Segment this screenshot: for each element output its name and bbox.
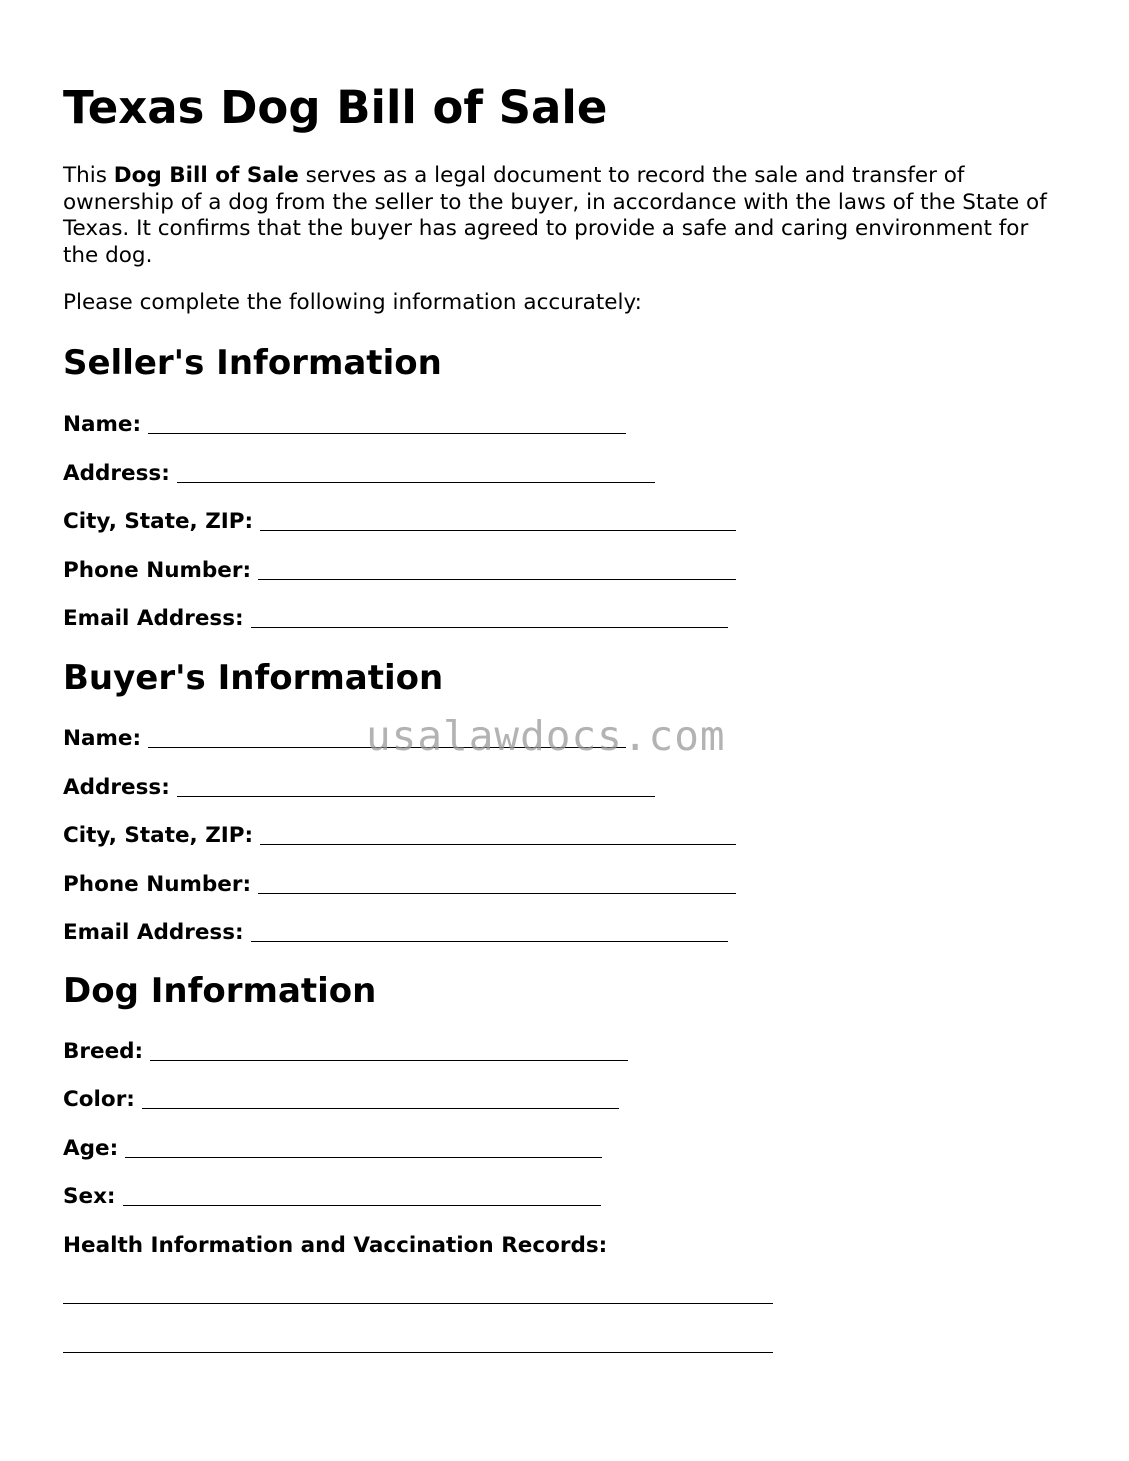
seller-address-blank[interactable] [177,482,655,483]
buyer-city-state-zip-label: City, State, ZIP: [63,823,254,848]
buyer-email-blank[interactable] [251,941,728,942]
seller-city-state-zip-blank[interactable] [260,530,736,531]
dog-age-field[interactable] [63,1132,602,1162]
buyer-name-field[interactable] [63,722,626,752]
dog-breed-label: Breed: [63,1039,144,1064]
watermark-text: usalawdocs.com [366,712,726,760]
seller-name-field[interactable] [63,408,626,438]
buyer-address-blank[interactable] [177,796,655,797]
dog-age-label: Age: [63,1136,119,1161]
seller-name-label: Name: [63,412,142,437]
seller-address-field[interactable] [63,457,655,487]
seller-name-blank[interactable] [148,433,626,434]
dog-breed-field[interactable] [63,1035,628,1065]
seller-city-state-zip-label: City, State, ZIP: [63,509,254,534]
seller-city-state-zip-field[interactable] [63,505,736,535]
buyer-email-field[interactable] [63,916,728,946]
buyer-section-heading: Buyer's Information [63,658,444,698]
dog-age-blank[interactable] [125,1157,602,1158]
buyer-phone-field[interactable] [63,868,736,898]
seller-phone-blank[interactable] [258,579,736,580]
dog-color-field[interactable] [63,1083,619,1113]
seller-email-blank[interactable] [251,627,728,628]
intro-suffix: serves as a legal document to record the sale and transfer of ownership of a dog from the seller to the buyer, in accordance with the laws of the State of Texas. It confirms that the buyer has agreed to provide a safe and caring environment for the dog. [63,163,1047,268]
dog-health-field [63,1229,607,1259]
intro-paragraph [63,163,1058,269]
dog-sex-blank[interactable] [123,1205,601,1206]
buyer-email-label: Email Address: [63,920,244,945]
seller-section-heading: Seller's Information [63,343,442,383]
health-records-blank-2[interactable] [63,1352,773,1353]
buyer-city-state-zip-field[interactable] [63,819,736,849]
seller-email-label: Email Address: [63,606,244,631]
dog-health-label: Health Information and Vaccination Records: [63,1233,608,1258]
buyer-city-state-zip-blank[interactable] [260,844,736,845]
dog-sex-label: Sex: [63,1184,116,1209]
buyer-address-label: Address: [63,775,170,800]
dog-color-blank[interactable] [142,1108,619,1109]
dog-sex-field[interactable] [63,1180,601,1210]
buyer-phone-blank[interactable] [258,893,736,894]
seller-phone-label: Phone Number: [63,558,252,583]
seller-address-label: Address: [63,461,170,486]
document-title: Texas Dog Bill of Sale [63,81,608,134]
buyer-name-label: Name: [63,726,142,751]
instruction-text: Please complete the following information accurately: [63,290,642,315]
dog-breed-blank[interactable] [150,1060,628,1061]
buyer-name-blank[interactable] [148,747,626,748]
health-records-blank-1[interactable] [63,1303,773,1304]
dog-section-heading: Dog Information [63,971,377,1011]
seller-phone-field[interactable] [63,554,736,584]
buyer-address-field[interactable] [63,771,655,801]
buyer-phone-label: Phone Number: [63,872,252,897]
dog-color-label: Color: [63,1087,135,1112]
intro-bold-term: Dog Bill of Sale [113,163,299,188]
seller-email-field[interactable] [63,602,728,632]
intro-prefix: This [63,163,114,188]
